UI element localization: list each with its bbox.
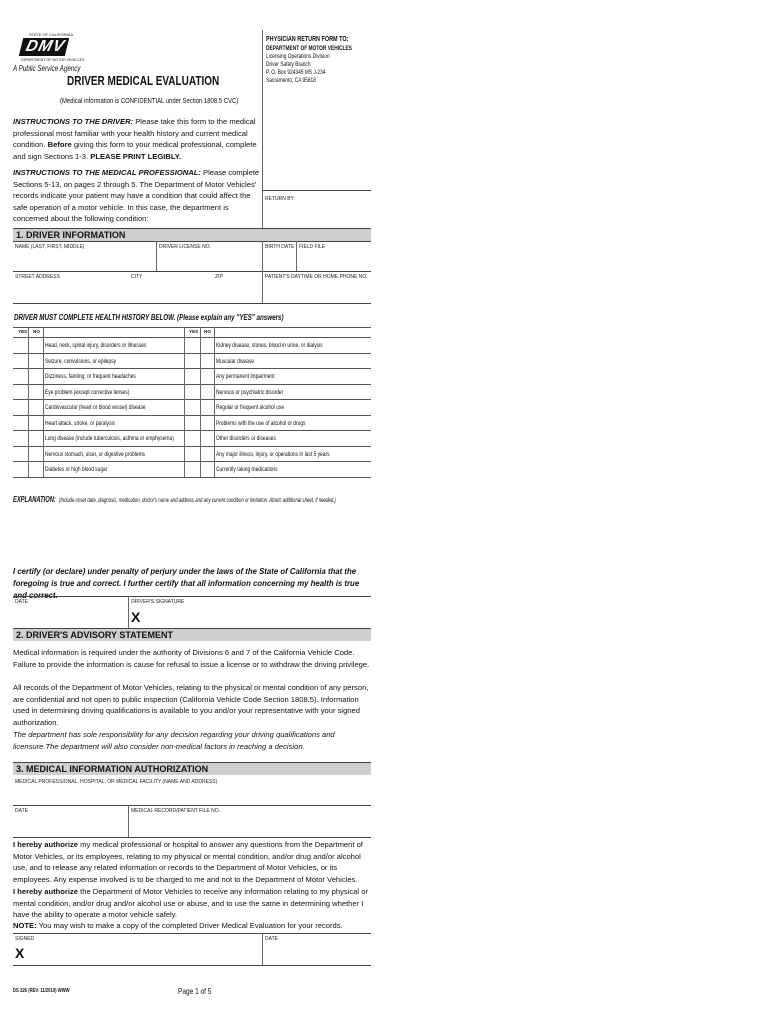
yes-checkbox-right[interactable]	[185, 462, 200, 477]
yes-label-right: YES	[189, 329, 199, 334]
dmv-logo-mark	[19, 38, 69, 56]
page-number: Page 1 of 5	[178, 986, 212, 996]
dmv-logo	[19, 32, 85, 66]
return-line3: P. O. Box 924345 MS J-234	[266, 69, 326, 76]
condition-label: Cardiovascular (heart or blood vessel) disease	[45, 404, 146, 411]
s1-row2-top	[13, 271, 371, 272]
hist-v4	[200, 327, 201, 477]
signed-label: SIGNED	[15, 936, 35, 942]
yes-checkbox-left[interactable]	[13, 447, 28, 462]
authorization-para2	[13, 886, 371, 921]
condition-label: Eye problem (except corrective lenses)	[45, 388, 130, 396]
yes-label-left: YES	[18, 329, 28, 334]
s1-row1-top	[13, 241, 371, 242]
medical-instructions	[13, 167, 261, 225]
cert-sig-top	[13, 596, 371, 597]
yes-checkbox-left[interactable]	[13, 338, 28, 353]
certification-statement: I certify (or declare) under penalty of perjury under the laws of the State of California that the foregoing is true and correct. I further certify that all information concerning my health is true and correct.	[13, 567, 360, 600]
yes-checkbox-right[interactable]	[185, 338, 200, 353]
no-checkbox-right[interactable]	[201, 385, 215, 400]
no-checkbox-left[interactable]	[29, 462, 43, 477]
s3-date2-field[interactable]	[264, 942, 370, 964]
no-label-left: NO	[33, 329, 40, 334]
section3-header	[13, 762, 371, 775]
city-field[interactable]	[130, 281, 213, 302]
advisory-para3: The department has sole responsibility for any decision regarding your driving qualifications and licensure.The department will also consider non-medical factors in reaching a decision.	[13, 730, 335, 751]
history-row	[13, 368, 371, 384]
condition-label: Nervous or psychiatric disorder	[216, 388, 284, 396]
yes-checkbox-right[interactable]	[185, 416, 200, 431]
s3-date-field[interactable]	[14, 814, 126, 836]
signed-x: X	[15, 945, 25, 961]
return-heading: PHYSICIAN RETURN FORM TO:	[266, 36, 349, 43]
birth-date-field[interactable]	[264, 251, 295, 270]
state-of-california-text: STATE OF CALIFORNIA	[29, 32, 74, 37]
s1-div2	[262, 241, 263, 271]
return-line1: Licensing Operations Division	[266, 53, 330, 60]
record-file-label: MEDICAL RECORD/PATIENT FILE NO.	[131, 808, 220, 814]
history-row	[13, 415, 371, 431]
physician-return-block	[266, 35, 371, 85]
no-checkbox-left[interactable]	[29, 431, 43, 446]
hist-v5	[214, 327, 215, 477]
no-checkbox-right[interactable]	[201, 462, 215, 477]
driver-instructions-text2: giving this form to your medical professional, complete and sign Sections 1-3.	[13, 140, 257, 161]
return-by-divider	[262, 190, 371, 191]
dmv-logo-text: DMV	[24, 38, 67, 55]
condition-label: Other disorders or diseases	[216, 435, 276, 442]
no-checkbox-right[interactable]	[201, 369, 215, 384]
no-checkbox-right[interactable]	[201, 354, 215, 369]
hist-v3	[184, 327, 185, 477]
no-checkbox-left[interactable]	[29, 447, 43, 462]
history-row	[13, 430, 371, 446]
explanation-label: EXPLANATION:	[13, 495, 56, 504]
return-by-field[interactable]	[263, 202, 371, 226]
yes-checkbox-left[interactable]	[13, 462, 28, 477]
advisory-para1: Medical information is required under the authority of Divisions 6 and 7 of the California Vehicle Code. Failure to provide the information is cause for refusal to issue a license or to withdraw the driving privilege.	[13, 648, 370, 669]
yes-checkbox-left[interactable]	[13, 416, 28, 431]
section2-title: 2. DRIVER'S ADVISORY STATEMENT	[16, 630, 173, 640]
yes-checkbox-right[interactable]	[185, 400, 200, 415]
driver-instructions-text1: Please take this form to the medical professional most familiar with your health history and current medical condition.	[13, 117, 256, 149]
facility-label: MEDICAL PROFESSIONAL, HOSPITAL, OR MEDICAL FACILITY (NAME AND ADDRESS)	[15, 779, 218, 785]
birth-date-label: BIRTH DATE	[265, 244, 295, 250]
section2-header	[13, 628, 371, 641]
section1-title: 1. DRIVER INFORMATION	[16, 230, 126, 240]
no-checkbox-right[interactable]	[201, 338, 215, 353]
history-row	[13, 353, 371, 369]
driver-instructions	[13, 116, 261, 162]
cert-sig-div	[128, 596, 129, 628]
condition-label: Regular or frequent alcohol use	[216, 404, 285, 411]
yes-checkbox-right[interactable]	[185, 354, 200, 369]
history-row	[13, 337, 371, 353]
phone-label: PATIENT'S DAYTIME OR HOME PHONE NO.	[265, 274, 368, 280]
s3-row2-top	[13, 805, 371, 806]
yes-checkbox-left[interactable]	[13, 385, 28, 400]
history-row	[13, 446, 371, 462]
yes-checkbox-right[interactable]	[185, 431, 200, 446]
s3-sig-div	[262, 933, 263, 965]
hist-v2	[43, 327, 44, 477]
no-checkbox-right[interactable]	[201, 400, 215, 415]
driver-signature-label: DRIVER'S SIGNATURE	[131, 599, 185, 605]
s3-sig-top	[13, 933, 371, 934]
zip-label: ZIP	[215, 274, 223, 280]
condition-label: Lung disease (include tuberculosis, asthma or emphysema)	[45, 435, 174, 442]
zip-field[interactable]	[214, 281, 261, 302]
street-field[interactable]	[14, 281, 128, 302]
tagline: A Public Service Agency	[13, 64, 81, 73]
driver-signature-field[interactable]	[143, 605, 370, 627]
history-row	[13, 461, 371, 478]
note-text: You may wish to make a copy of the completed Driver Medical Evaluation for your records.	[38, 921, 343, 930]
driver-instructions-before: Before	[47, 140, 72, 149]
s3-row2-bottom	[13, 837, 371, 838]
s1-div1	[156, 241, 157, 271]
form-number: DS 326 (REV. 11/2010) WWW	[13, 988, 70, 994]
facility-field[interactable]	[14, 786, 370, 803]
driver-medical-evaluation-form	[13, 30, 371, 1008]
s1-history-top	[13, 303, 371, 304]
authorization-bold1: I hereby authorize	[13, 840, 78, 849]
yes-checkbox-right[interactable]	[185, 369, 200, 384]
section3-title: 3. MEDICAL INFORMATION AUTHORIZATION	[16, 764, 209, 774]
section1-header	[13, 228, 371, 241]
condition-label: Dizziness, fainting, or frequent headaches	[45, 373, 136, 380]
s3-div1	[128, 805, 129, 837]
records-note	[13, 920, 371, 932]
no-checkbox-right[interactable]	[201, 447, 215, 462]
no-label-right: NO	[204, 329, 211, 334]
explanation-instructions: (Include onset date, diagnosis, medication, doctor's name and address and any current condition or limitation. Attach additional sheet, if needed.)	[58, 498, 336, 504]
no-checkbox-left[interactable]	[29, 338, 43, 353]
authorization-text1: my medical professional or hospital to answer any questions from the Department of Motor Vehicles, or its employees, relating to my physical or mental condition, and/or drug and/or alcohol use, and to release any related information or records to the Department of Motor Vehicles, or its employees. Any expense involved is to be charged to me and not to the Department of Motor Vehicles.	[13, 840, 363, 884]
signed-field[interactable]	[27, 942, 260, 964]
medical-instructions-heading: INSTRUCTIONS TO THE MEDICAL PROFESSIONAL:	[13, 168, 201, 177]
return-line2: Driver Safety Branch	[266, 61, 311, 68]
hist-v1	[28, 327, 29, 477]
advisory-para2: All records of the Department of Motor Vehicles, relating to the physical or mental condition of any person, are confidential and not open to public inspection (California Vehicle Code Section 1808.5). Information used in determining driving qualifications is available to you and/or your representative with your signed authorization.	[13, 683, 369, 727]
city-label: CITY	[131, 274, 143, 280]
note-label: NOTE:	[13, 921, 37, 930]
authorization-text2: the Department of Motor Vehicles to receive any information relating to my physical or mental condition, and/or drug and/or alcohol use or abuse, and to use the same in determining whether I have the ability to operate a motor vehicle safely.	[13, 887, 368, 919]
yes-checkbox-right[interactable]	[185, 447, 200, 462]
history-heading: DRIVER MUST COMPLETE HEALTH HISTORY BELOW. (Please explain any "YES" answers)	[14, 313, 284, 322]
return-dept: DEPARTMENT OF MOTOR VEHICLES	[266, 45, 352, 52]
history-row	[13, 384, 371, 400]
authorization-para1	[13, 839, 371, 885]
phone-field[interactable]	[264, 281, 370, 302]
condition-label: Kidney disease, stones, blood in urine, or dialysis	[216, 342, 323, 349]
return-by-label: RETURN BY:	[265, 196, 296, 202]
street-label: STREET ADDRESS	[15, 274, 60, 280]
condition-label: Any major illness, injury, or operations in last 5 years	[216, 450, 330, 458]
s3-date2-label: DATE	[265, 936, 278, 942]
s1-div4	[262, 271, 263, 303]
yes-checkbox-left[interactable]	[13, 354, 28, 369]
medical-instructions-text: Please complete Sections 5-13, on pages 2 through 5. The Department of Motor Vehicles' records indicate your patient may have a condition that could affect the safe operation of a motor vehicle. In this case, the department is concerned about the following condition:	[13, 168, 260, 223]
authorization-bold2: I hereby authorize	[13, 887, 78, 896]
driver-signature-x: X	[131, 609, 141, 625]
no-checkbox-left[interactable]	[29, 385, 43, 400]
no-checkbox-right[interactable]	[201, 416, 215, 431]
cert-date-label: DATE	[15, 599, 28, 605]
yes-checkbox-left[interactable]	[13, 400, 28, 415]
history-row	[13, 399, 371, 415]
condition-label: Diabetes or high blood sugar	[45, 466, 108, 473]
condition-label: Head, neck, spinal injury, disorders or illnesses	[45, 342, 147, 349]
license-field[interactable]	[158, 251, 261, 270]
no-checkbox-left[interactable]	[29, 354, 43, 369]
no-checkbox-left[interactable]	[29, 400, 43, 415]
form-subtitle: (Medical information is CONFIDENTIAL under Section 1808.5 CVC)	[60, 96, 239, 105]
yes-checkbox-left[interactable]	[13, 431, 28, 446]
field-file-field[interactable]	[298, 251, 370, 270]
history-header-row	[13, 327, 371, 337]
cert-date-field[interactable]	[14, 605, 126, 627]
name-label: NAME (LAST, FIRST, MIDDLE)	[15, 244, 85, 250]
no-checkbox-left[interactable]	[29, 369, 43, 384]
s1-div3	[296, 241, 297, 271]
condition-label: Nervous stomach, ulcer, or digestive problems	[45, 450, 146, 458]
driver-instructions-heading: INSTRUCTIONS TO THE DRIVER:	[13, 117, 134, 126]
return-line4: Sacramento, CA 95818	[266, 77, 316, 84]
condition-label: Seizure, convulsions, or epilepsy	[45, 357, 117, 365]
yes-checkbox-left[interactable]	[13, 369, 28, 384]
no-checkbox-left[interactable]	[29, 416, 43, 431]
form-title: DRIVER MEDICAL EVALUATION	[67, 74, 220, 88]
no-checkbox-right[interactable]	[201, 431, 215, 446]
s3-sig-bottom	[13, 965, 371, 966]
dmv-agency-text: DEPARTMENT OF MOTOR VEHICLES	[21, 58, 85, 62]
condition-label: Any permanent impairment	[216, 373, 275, 380]
field-file-label: FIELD FILE	[299, 244, 326, 250]
record-file-field[interactable]	[130, 814, 370, 836]
driver-instructions-print: PLEASE PRINT LEGIBLY.	[90, 151, 182, 161]
s3-date-label: DATE	[15, 808, 28, 814]
name-field[interactable]	[14, 251, 155, 270]
condition-label: Problems with the use of alcohol or drugs	[216, 419, 306, 427]
condition-label: Currently taking medications	[216, 466, 278, 473]
license-label: DRIVER LICENSE NO.	[159, 244, 211, 250]
yes-checkbox-right[interactable]	[185, 385, 200, 400]
return-box-divider	[262, 30, 263, 228]
condition-label: Heart attack, stroke, or paralysis	[45, 419, 115, 427]
condition-label: Muscular disease	[216, 357, 254, 365]
